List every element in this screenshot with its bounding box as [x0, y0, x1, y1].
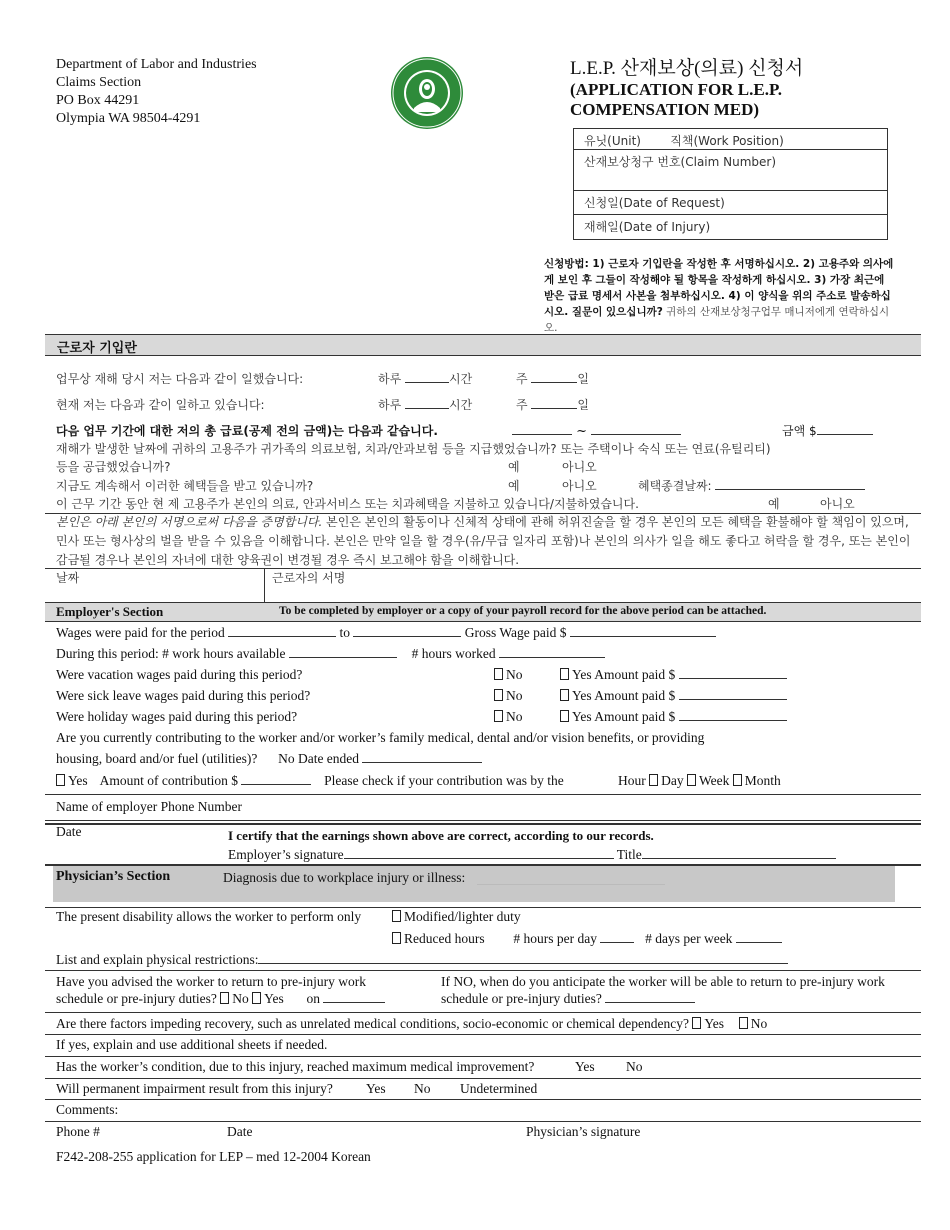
reduced-hours-row [392, 930, 782, 948]
comments-input[interactable] [130, 1101, 910, 1119]
period-to-blank[interactable] [353, 624, 461, 637]
days-blank[interactable] [531, 370, 577, 383]
benefit-2-no[interactable]: 아니오 [562, 479, 597, 493]
employer-name-phone-label: Name of employer Phone Number [56, 799, 242, 814]
diagnosis-blank[interactable] [477, 884, 665, 885]
yes-label: Yes [704, 1016, 725, 1031]
no-label: No [750, 1016, 768, 1031]
yes-label: Yes [68, 773, 88, 788]
amount-paid-label: Amount paid $ [594, 709, 676, 724]
vacation-question: Were vacation wages paid during this period? [56, 667, 303, 682]
divider [45, 1099, 921, 1100]
days-label: 일 [577, 372, 590, 386]
divider [45, 1012, 921, 1013]
housing-question: housing, board and/or fuel (utilities)? [56, 751, 258, 766]
hours-worked-label: # hours worked [411, 646, 496, 661]
worker-section-header [45, 334, 921, 356]
checkbox[interactable] [560, 668, 569, 680]
wages-period-label: Wages were paid for the period [56, 625, 225, 640]
instructions-contact: 귀하의 산재보상청구업무 매니저에게 연락하십시오. [544, 306, 890, 334]
date-of-request-label: 신청일(Date of Request) [584, 196, 725, 210]
divider [45, 568, 921, 569]
permanent-undetermined[interactable]: Undetermined [460, 1081, 538, 1096]
contribution-period-options [618, 772, 781, 790]
holiday-no-option[interactable] [494, 708, 523, 726]
month-label: Month [744, 773, 781, 788]
yes-label: Yes [264, 991, 284, 1006]
worker-certification [56, 513, 918, 570]
date-of-injury-row[interactable] [574, 215, 887, 239]
checkbox[interactable] [494, 668, 503, 680]
checkbox[interactable] [494, 710, 503, 722]
instructions-bold: 신청방법: 1) 근로자 기입란을 작성한 후 서명하십시오. 2) 고용주와 의사에게 보인 후 그들이 작성해야 될 항목을 작성하게 하십시오. 3) 가장 최근에 받은 급료 명세서 사본을 첨부하십시오. 4) 이 양식을 위의 주소로 발송하십시오. 질문이 있으십니까? [544, 258, 894, 318]
yes-label: Yes [572, 709, 592, 724]
worked-days-field[interactable] [516, 370, 589, 388]
per-week-label: 주 [516, 398, 528, 412]
factors-row [56, 1015, 767, 1033]
checkbox[interactable] [494, 689, 503, 701]
amount-blank[interactable] [679, 687, 787, 700]
if-no-line-1: If NO, when do you anticipate the worker will be able to return to pre-injury work [441, 974, 885, 989]
wage-amount-field[interactable] [782, 422, 873, 440]
no-label: No [506, 688, 523, 703]
permanent-yes[interactable]: Yes [366, 1081, 386, 1096]
week-label: Week [699, 773, 730, 788]
checkbox[interactable] [392, 910, 401, 922]
advised-no-checkbox[interactable] [220, 992, 229, 1004]
hours-label: 시간 [449, 372, 473, 386]
benefit-end-blank[interactable] [715, 477, 865, 490]
divider [45, 1056, 921, 1057]
vacation-yes-option[interactable] [560, 666, 787, 684]
currently-working-label: 현재 저는 다음과 같이 일하고 있습니다: [56, 398, 265, 412]
physician-phone-label: Phone # [56, 1124, 100, 1139]
address-line: Claims Section [56, 75, 142, 90]
worker-signature-input[interactable] [272, 586, 912, 600]
claim-info-box [573, 128, 888, 240]
hours-blank[interactable] [405, 396, 449, 409]
divider [45, 1078, 921, 1079]
yes-checkbox[interactable] [56, 774, 65, 786]
restrictions-row [56, 951, 788, 969]
claim-number-label: 산재보상청구 번호(Claim Number) [584, 155, 777, 169]
physician-section-header [53, 866, 895, 902]
amount-paid-label: Amount paid $ [594, 667, 676, 682]
vacation-no-option[interactable] [494, 666, 523, 684]
amount-contribution-label: Amount of contribution $ [99, 773, 239, 788]
amount-paid-label: Amount paid $ [594, 688, 676, 703]
restrictions-label: List and explain physical restrictions: [56, 952, 259, 967]
physician-signature-label: Physician’s signature [526, 1124, 641, 1139]
washington-state-seal-icon [390, 56, 464, 130]
gross-wage-label: 다음 업무 기간에 대한 저의 총 급료(공제 전의 금액)는 다음과 같습니다. [56, 424, 438, 438]
address-line: Department of Labor and Industries [56, 57, 257, 72]
no-label: No [232, 991, 249, 1006]
restrictions-blank[interactable] [258, 951, 788, 964]
employer-section-note: To be completed by employer or a copy of your payroll record for the above period can be attached. [279, 605, 767, 617]
day-checkbox[interactable] [649, 774, 658, 786]
benefit-question-3: 이 근무 기간 동안 현 제 고용주가 본인의 의료, 안과서비스 또는 치과혜택을 지불하고 있습니다/지불하였습니다. [56, 497, 639, 511]
wage-period-field[interactable] [512, 422, 681, 441]
housing-row [56, 750, 482, 768]
checkbox[interactable] [560, 689, 569, 701]
department-address [56, 56, 257, 128]
permanent-no[interactable]: No [414, 1081, 431, 1096]
work-position-label: 직책(Work Position) [670, 134, 784, 148]
per-day-label: 하루 [378, 398, 402, 412]
hours-worked-blank[interactable] [499, 645, 605, 658]
amount-contribution-blank[interactable] [241, 772, 311, 785]
benefit-question-2: 지금도 계속해서 이러한 혜택들을 받고 있습니까? [56, 479, 314, 493]
worked-at-injury-label: 업무상 재해 당시 저는 다음과 같이 일했습니다: [56, 372, 304, 386]
benefit-end-date-field[interactable] [638, 477, 865, 495]
benefit-end-label: 혜택종결날짜: [638, 479, 712, 493]
modified-duty-label: Modified/lighter duty [404, 909, 521, 924]
comments-label: Comments: [56, 1102, 119, 1117]
per-week-label: 주 [516, 372, 528, 386]
claim-number-row[interactable] [574, 150, 887, 191]
checkbox[interactable] [560, 710, 569, 722]
tilde: ~ [576, 424, 588, 439]
on-date-blank[interactable] [323, 990, 385, 1003]
title-english-line-2: COMPENSATION MED) [570, 100, 760, 119]
worker-date-input[interactable] [56, 586, 256, 600]
diagnosis-label: Diagnosis due to workplace injury or illness: [223, 870, 466, 885]
instructions [544, 256, 896, 336]
holiday-question: Were holiday wages paid during this period? [56, 709, 298, 724]
work-hours-available-label: During this period: # work hours available [56, 646, 286, 661]
benefit-1-no[interactable]: 아니오 [562, 460, 597, 474]
unit-label: 유닛(Unit) [584, 134, 641, 148]
yes-label: Yes [572, 667, 592, 682]
days-label: 일 [577, 398, 590, 412]
employer-section-header [45, 602, 921, 622]
factors-question: Are there factors impeding recovery, such as unrelated medical conditions, socio-economic or chemical dependency? [56, 1016, 689, 1031]
to-label: to [339, 625, 350, 640]
hours-label: 시간 [449, 398, 473, 412]
benefit-question-1a: 재해가 발생한 날짜에 귀하의 고용주가 귀가족의 의료보험, 치과/안과보험 등을 지급했었습니까? 또는 주택이나 숙식 또는 연료(유틸리티) [56, 442, 771, 456]
amount-blank[interactable] [679, 708, 787, 721]
form-title [570, 58, 870, 120]
certification-text: 본인은 본인의 활동이나 신체적 상태에 관해 허위진술을 할 경우 본인의 모든 혜택을 환불해야 할 책임이 있으며, 민사 또는 형사상의 벌을 받을 수 있음을 이해합니다. 본인은 만약 일을 할 경우(유/무급 일자리 포함)나 본인의 의사가 일을 해도 좋다고 허락을 할 경우, 또는 본인이 감금될 경우나 본인의 자녀에 대한 양육권이 변경될 경우 즉시 보고해야 함을 이해합니다. [56, 515, 911, 567]
date-of-request-row[interactable] [574, 191, 887, 215]
no-date-ended-label: No Date ended [278, 751, 360, 766]
present-disability-label: The present disability allows the worker to perform only [56, 909, 362, 924]
amount-blank[interactable] [679, 666, 787, 679]
period-end-blank[interactable] [591, 422, 681, 435]
employer-section-title: Employer's Section [56, 604, 164, 619]
hours-blank[interactable] [405, 370, 449, 383]
advised-question-line-2 [56, 990, 385, 1008]
physician-section-title: Physician’s Section [56, 869, 171, 884]
yes-label: Yes [572, 688, 592, 703]
no-label: No [506, 709, 523, 724]
mmi-no[interactable]: No [626, 1059, 643, 1074]
employer-date-label: Date [56, 824, 82, 839]
days-per-week-blank[interactable] [736, 930, 782, 943]
no-label: No [506, 667, 523, 682]
hour-label: Hour [618, 773, 646, 788]
worker-date-label: 날짜 [56, 571, 80, 585]
divider [45, 1034, 921, 1035]
mmi-question: Has the worker’s condition, due to this injury, reached maximum medical improvement? [56, 1059, 535, 1074]
on-label: on [306, 991, 320, 1006]
divider [45, 970, 921, 971]
employer-signature-row [228, 846, 836, 864]
gross-wage-blank[interactable] [570, 624, 716, 637]
title-label: Title [616, 847, 642, 862]
title-english-line-1: (APPLICATION FOR L.E.P. [570, 80, 783, 99]
divider [45, 794, 921, 795]
physician-date-label: Date [227, 1124, 253, 1139]
advised-question-line-1: Have you advised the worker to return to pre-injury work [56, 974, 367, 989]
gross-wage-label: Gross Wage paid $ [464, 625, 567, 640]
check-by-label: Please check if your contribution was by the [324, 773, 564, 788]
advised-yes-checkbox[interactable] [252, 992, 261, 1004]
advised-question-text: schedule or pre-injury duties? [56, 991, 217, 1006]
if-no-line-2 [441, 990, 695, 1008]
worked-hours-field[interactable] [378, 370, 472, 388]
per-day-label: 하루 [378, 372, 402, 386]
sick-no-option[interactable] [494, 687, 523, 705]
factors-no-checkbox[interactable] [739, 1017, 748, 1029]
benefit-3-no[interactable]: 아니오 [820, 497, 855, 511]
hours-available-blank[interactable] [289, 645, 397, 658]
form-id: F242-208-255 application for LEP – med 12-2004 Korean [56, 1149, 371, 1164]
month-checkbox[interactable] [733, 774, 742, 786]
current-days-field[interactable] [516, 396, 589, 414]
days-per-week-label: # days per week [645, 931, 733, 946]
day-label: Day [661, 773, 684, 788]
period-start-blank[interactable] [512, 422, 572, 435]
mmi-yes[interactable]: Yes [575, 1059, 595, 1074]
address-line: PO Box 44291 [56, 93, 140, 108]
worker-section-title: 근로자 기입란 [57, 341, 137, 356]
factors-yes-checkbox[interactable] [692, 1017, 701, 1029]
benefit-3-yes[interactable]: 예 [768, 497, 780, 511]
sick-yes-option[interactable] [560, 687, 787, 705]
divider-vertical [264, 568, 265, 602]
contribution-amount-row [56, 772, 564, 790]
permanent-impairment-question: Will permanent impairment result from this injury? [56, 1081, 333, 1096]
amount-label: 금액 $ [782, 424, 817, 438]
date-ended-blank[interactable] [362, 750, 482, 763]
employer-signature-label: Employer’s signature [228, 847, 344, 862]
divider [45, 1121, 921, 1122]
current-hours-field[interactable] [378, 396, 472, 414]
period-from-blank[interactable] [228, 624, 336, 637]
holiday-yes-option[interactable] [560, 708, 787, 726]
hours-per-day-blank[interactable] [600, 930, 634, 943]
modified-duty-option[interactable] [392, 908, 521, 926]
benefit-question-1b: 등을 공급했었습니까? [56, 460, 171, 474]
address-line: Olympia WA 98504-4291 [56, 111, 201, 126]
employer-certification: I certify that the earnings shown above are correct, according to our records. [228, 828, 654, 843]
benefit-1-yes[interactable]: 예 [508, 460, 520, 474]
unit-position-row[interactable] [574, 129, 887, 150]
hours-per-day-label: # hours per day [513, 931, 597, 946]
date-of-injury-label: 재해일(Date of Injury) [584, 220, 711, 234]
wages-period-row [56, 624, 716, 642]
if-no-question: schedule or pre-injury duties? [441, 991, 602, 1006]
divider [45, 820, 921, 821]
worker-signature-label: 근로자의 서명 [272, 571, 346, 585]
anticipated-date-blank[interactable] [605, 990, 695, 1003]
certification-intro: 본인은 아래 본인의 서명으로써 다음을 증명합니다. [56, 515, 323, 529]
work-hours-row [56, 645, 605, 663]
title-blank[interactable] [642, 846, 836, 859]
week-checkbox[interactable] [687, 774, 696, 786]
reduced-hours-checkbox[interactable] [392, 932, 401, 944]
days-blank[interactable] [531, 396, 577, 409]
employer-signature-blank[interactable] [344, 846, 614, 859]
reduced-hours-label: Reduced hours [404, 931, 485, 946]
amount-blank[interactable] [817, 422, 873, 435]
divider-thick [45, 823, 921, 825]
if-yes-explain-label: If yes, explain and use additional sheets if needed. [56, 1037, 328, 1052]
contribution-question: Are you currently contributing to the worker and/or worker’s family medical, dental and/or vision benefits, or providing [56, 730, 705, 745]
sick-leave-question: Were sick leave wages paid during this period? [56, 688, 311, 703]
title-korean: L.E.P. 산재보상(의료) 신청서 [570, 58, 804, 79]
benefit-2-yes[interactable]: 예 [508, 479, 520, 493]
